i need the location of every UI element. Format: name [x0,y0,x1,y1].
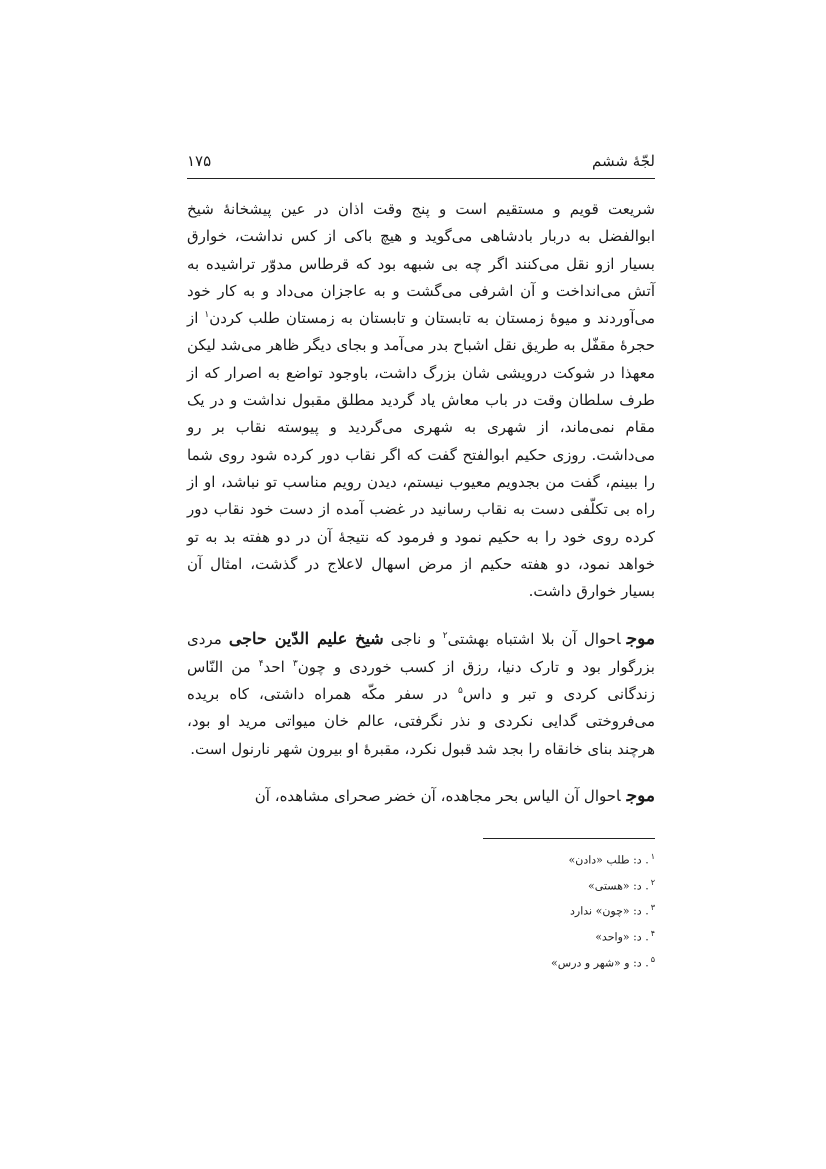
paragraph-2-text-b: و ناجی [383,630,443,649]
footnote-ref-2[interactable]: ۲ [442,631,448,642]
paragraph-2-text-a: احوال آن بلا اشتباه بهشتی [447,630,621,649]
paragraph-2-text-f: در سفر مکّه همراه داشتی، کاه بریده می‌فروختی گدایی نکردی و نذر نگرفتی، عالم خان میواتی مرید او بود، هرچند بنای خانقاه را بجد شد قبول نکرد، مقبرهٔ او بیرون شهر نارنول است. [187,685,655,758]
paragraph-2-text-c: مردی بزرگوار بود و تارک دنیا، رزق از کسب خوردی و چون [187,630,655,676]
paragraph-1-text-b: از حجرهٔ مقفّل به طریق نقل اشباح بدر می‌آمد و بجای دیگر ظاهر می‌شد لیکن معهذا در شوکت درویشی شان بزرگ داشت، باوجود تواضع به اصرار که از طرف سلطان وقت در باب معاش یاد گردید مطلق مقبول نداشت و در یک مقام نمی‌ماند، از شهری به شهری می‌گردید و پیوسته نقاب بر رو می‌داشت. روزی حکیم ابوالفتح گفت که اگر نقاب دور کرده شود روی شما را ببینم، گفت من بجدویم معیوب نیستم، دیدن رویم مناسب تو نباشد، او از راه بی تکلّفی دست به نقاب رسانید در غضب آمده از دست خود نقاب دور کرده روی خود را به حکیم نمود و فرمود که نتیجهٔ آن در دو هفته بد به تو خواهد نمود، دو هفته حکیم از مرض اسهال لاعلاج در گذشت، امثال آن بسیار خوارق داشت. [187,309,655,601]
paragraph-3-text: احوال آن الیاس بحر مجاهده، آن خضر صحرای مشاهده، آن [254,786,621,805]
footnote-number: ۱ [650,852,655,861]
page-number: ۱۷۵ [187,152,212,170]
footnote-divider [483,838,655,839]
footnote-ref-3[interactable]: ۳ [292,658,298,669]
header-divider [187,178,655,179]
footnote-2 [455,872,655,898]
chapter-title: لجّهٔ ششم [592,152,655,170]
paragraph-1-text-a: شریعت قویم و مستقیم است و پنج وقت اذان در عین پیشخانهٔ شیخ ابوالفضل به دربار بادشاهی می‌گوید و هیچ باکی از کس نداشت، خوارق بسیار ازو نقل می‌کنند اگر چه بی شبهه بود که قرطاس مدوّر تراشیده به آتش می‌انداخت و آن اشرفی می‌گشت و به عاجزان می‌داد و به کار خود می‌آوردند و میوهٔ زمستان به تابستان و تابستان به زمستان طلب کردن [187,200,656,328]
paragraph-3 [187,783,655,810]
saint-name: شیخ علیم الدّین حاجی [228,629,384,649]
footnote-1 [455,846,655,872]
paragraph-1 [187,196,655,605]
footnote-text: . د: طلب «دادن» [568,853,649,867]
section-marker-mawj: موج [626,629,656,650]
footnote-3 [455,897,655,923]
footnote-ref-4[interactable]: ۴ [258,658,264,669]
paragraph-2-text-d: احد [263,657,293,676]
footnote-text: . د: «چون» ندارد [569,904,649,918]
footnote-number: ۳ [650,903,655,913]
footnote-text: . د: «هستی» [588,879,649,893]
main-text [187,196,655,830]
footnote-number: ۵ [650,954,655,964]
footnote-ref-5[interactable]: ۵ [457,686,463,697]
paragraph-2 [187,625,655,762]
footnote-4 [455,923,655,949]
footnote-number: ۴ [650,928,655,938]
running-header [187,150,655,176]
paragraph-2-text-e: من النّاس زندگانی کردی و تبر و داس [187,657,655,704]
footnote-5 [455,949,655,975]
footnote-text: . د: «واحد» [595,930,649,944]
footnote-text: . د: و «شهر و درس» [551,956,649,970]
section-marker-mawj: موج [626,785,655,806]
footnote-number: ۲ [650,877,655,887]
footnotes [455,846,655,974]
footnote-ref-1[interactable]: ۱ [204,310,210,321]
